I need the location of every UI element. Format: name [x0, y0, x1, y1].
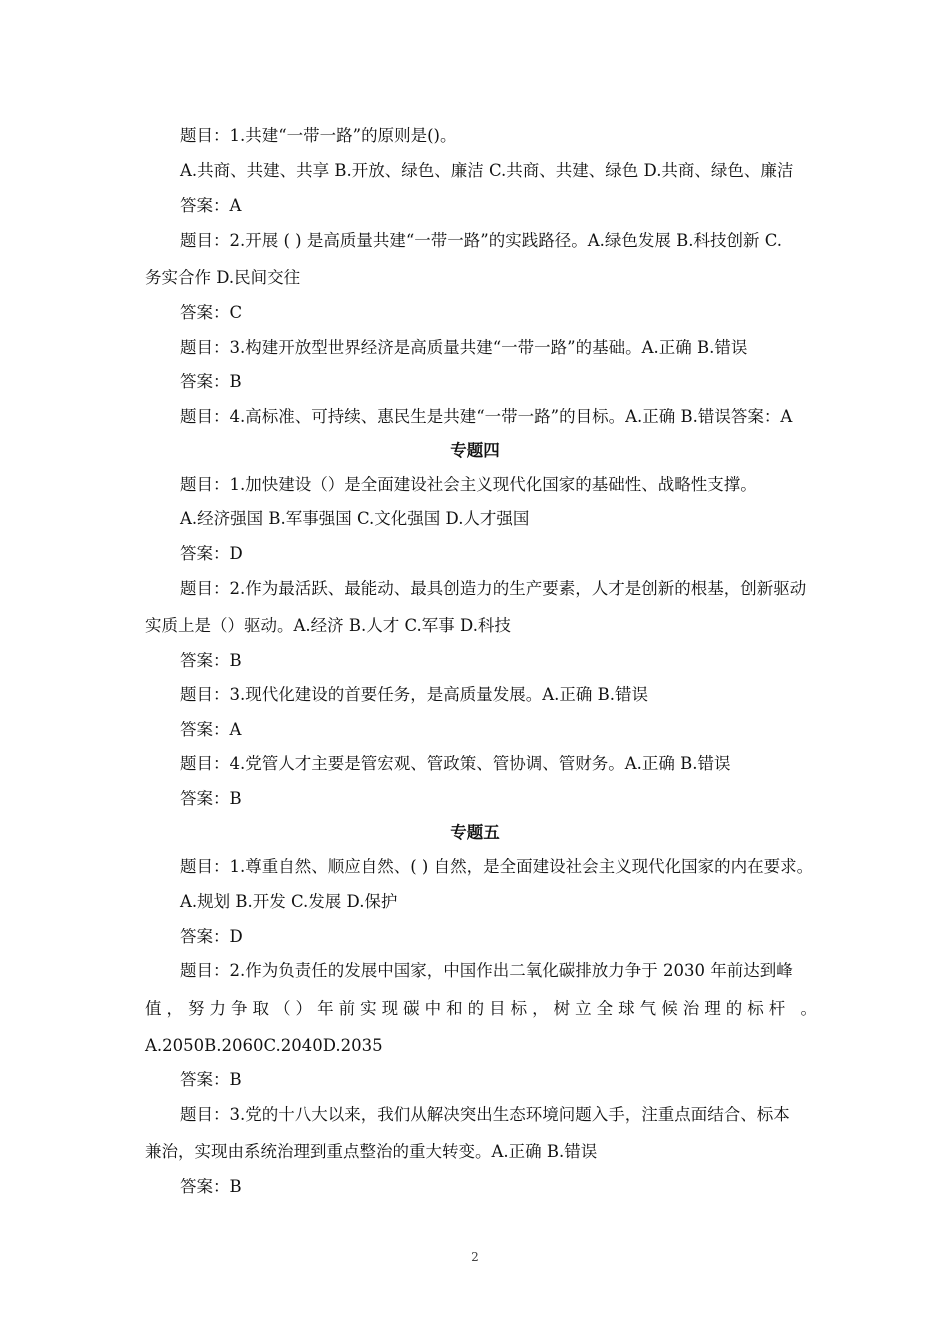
answer-text: 答案：D: [180, 927, 243, 946]
answer-text: 答案：A: [180, 196, 242, 215]
options-text: A.2050B.2060C.2040D.2035: [145, 1036, 383, 1055]
question-text: 题目：2.作为负责任的发展中国家，中国作出二氧化碳排放力争于 2030 年前达到峰: [180, 961, 793, 980]
answer-text: 答案：B: [180, 651, 242, 670]
question-text-continued: 实质上是（）驱动。A.经济 B.人才 C.军事 D.科技: [145, 616, 511, 635]
options-text: A.共商、共建、共享 B.开放、绿色、廉洁 C.共商、共建、绿色 D.共商、绿色、廉洁: [180, 161, 794, 180]
answer-text: 答案：B: [180, 789, 242, 808]
question-text-continued: 兼治，实现由系统治理到重点整治的重大转变。A.正确 B.错误: [145, 1142, 598, 1161]
question-text: 题目：4.党管人才主要是管宏观、管政策、管协调、管财务。A.正确 B.错误: [180, 754, 731, 773]
answer-text: 答案：D: [180, 544, 243, 563]
question-text-continued: 值，努力争取（）年前实现碳中和的目标，树立全球气候治理的标杆 。: [145, 999, 817, 1018]
section-heading: 专题四: [450, 441, 500, 460]
answer-text: 答案：C: [180, 303, 243, 322]
section-heading: 专题五: [450, 823, 500, 842]
question-text: 题目：1.尊重自然、顺应自然、( ) 自然，是全面建设社会主义现代化国家的内在要求。: [180, 857, 814, 876]
question-text: 题目：4.高标准、可持续、惠民生是共建“一带一路”的目标。A.正确 B.错误答案：A: [180, 407, 793, 426]
question-text: 题目：3.构建开放型世界经济是高质量共建“一带一路”的基础。A.正确 B.错误: [180, 338, 748, 357]
question-text: 题目：1.加快建设（）是全面建设社会主义现代化国家的基础性、战略性支撑。: [180, 475, 757, 494]
question-text: 题目：3.党的十八大以来，我们从解决突出生态环境问题入手，注重点面结合、标本: [180, 1105, 790, 1124]
question-text: 题目：1.共建“一带一路”的原则是()。: [180, 126, 457, 145]
page-number: 2: [471, 1250, 479, 1264]
question-text-continued: 务实合作 D.民间交往: [145, 268, 301, 287]
options-text: A.规划 B.开发 C.发展 D.保护: [180, 892, 398, 911]
answer-text: 答案：B: [180, 1070, 242, 1089]
options-text: A.经济强国 B.军事强国 C.文化强国 D.人才强国: [180, 509, 530, 528]
answer-text: 答案：B: [180, 372, 242, 391]
answer-text: 答案：A: [180, 720, 242, 739]
question-text: 题目：2.开展 ( ) 是高质量共建“一带一路”的实践路径。A.绿色发展 B.科技创新 C.: [180, 231, 783, 250]
question-text: 题目：3.现代化建设的首要任务，是高质量发展。A.正确 B.错误: [180, 685, 649, 704]
question-text: 题目：2.作为最活跃、最能动、最具创造力的生产要素，人才是创新的根基，创新驱动: [180, 579, 807, 598]
answer-text: 答案：B: [180, 1177, 242, 1196]
